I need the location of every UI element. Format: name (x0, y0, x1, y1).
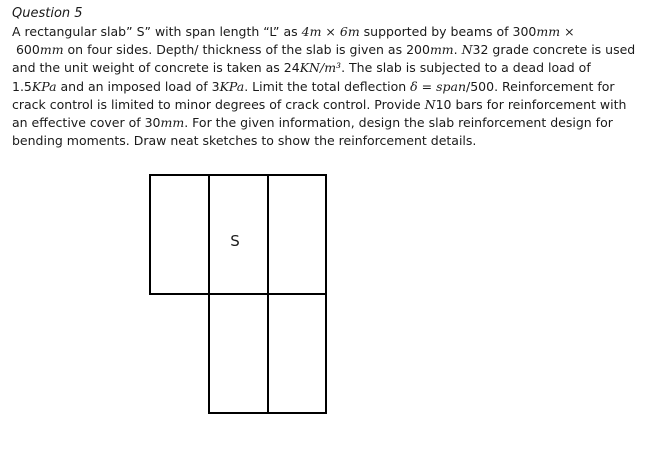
text-segment: supported by beams of 300 (359, 24, 537, 39)
panel-top-right (268, 175, 326, 294)
text-segment: 10 bars for reinforcement with (435, 96, 627, 112)
text-segment: on four sides. Depth/ thickness of the slab is given as 200 (63, 42, 430, 58)
math-expression: KPa (31, 78, 57, 94)
math-expression: N (461, 42, 473, 58)
math-expression: span (436, 78, 467, 94)
text-segment: and an imposed load of 3 (56, 78, 220, 94)
question-title: Question 5 (12, 6, 83, 21)
text-segment: bending moments. Draw neat sketches to show the reinforcement details. (12, 133, 477, 149)
math-expression: 4m (301, 24, 322, 39)
text-segment: crack control is limited to minor degrees of crack control. Provide (12, 96, 425, 112)
slab-label: S (230, 232, 240, 250)
text-segment: and the unit weight of concrete is taken as 24 (12, 60, 300, 76)
text-segment: . Limit the total deflection (244, 78, 411, 94)
math-expression: mm (39, 42, 64, 58)
panel-bottom-right (268, 294, 326, 413)
math-expression: 6m (339, 24, 360, 39)
panel-top-left (150, 175, 209, 294)
text-segment: A rectangular slab” S” with span length “L” as (12, 24, 302, 39)
math-operator: × (560, 24, 575, 39)
math-expression: mm (536, 24, 561, 39)
math-operator: × (321, 24, 340, 39)
math-expression: mm (429, 42, 454, 58)
text-segment: . For the given information, design the slab reinforcement design for (184, 115, 613, 131)
text-segment: an effective cover of 30 (12, 115, 161, 131)
math-operator: = (417, 78, 437, 94)
math-expression: δ (410, 78, 418, 94)
text-segment: . (453, 42, 462, 58)
panel-bottom-left (209, 294, 268, 413)
math-expression: KPa (219, 78, 245, 94)
math-expression: KN/m³ (299, 60, 342, 76)
text-segment: . The slab is subjected to a dead load of (341, 60, 591, 76)
math-expression: mm (160, 115, 185, 131)
text-segment: 600 (12, 42, 40, 58)
text-segment: 32 grade concrete is used (472, 42, 636, 58)
math-expression: N (424, 96, 436, 112)
text-segment: 1.5 (12, 78, 32, 94)
text-segment: /500. Reinforcement for (466, 78, 615, 94)
